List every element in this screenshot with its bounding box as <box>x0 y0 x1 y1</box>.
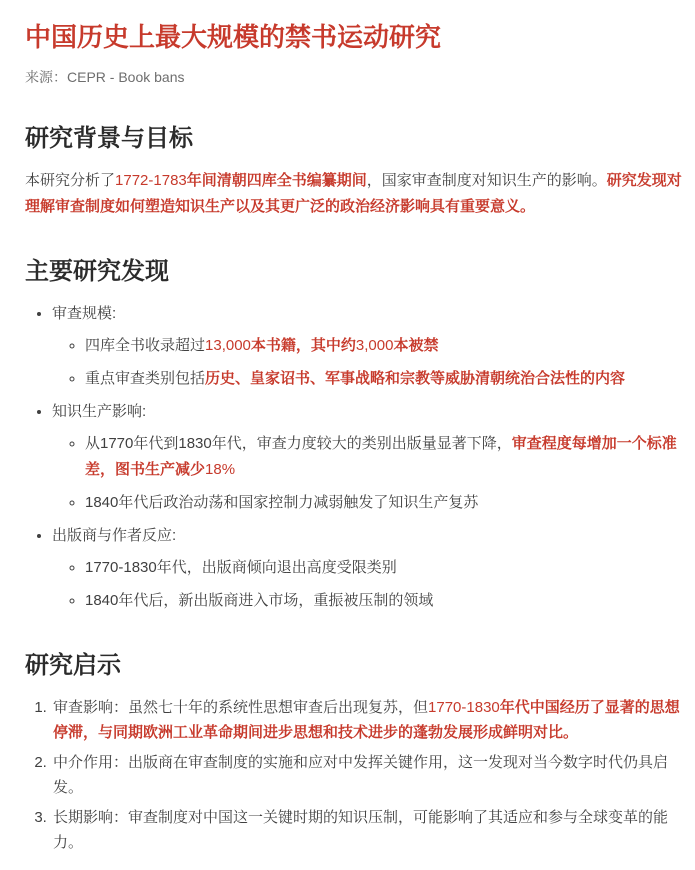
text-segment: 长期影响：审查制度对中国这一关键时期的知识压制，可能影响了其适应和参与全球变革的能力。 <box>53 809 669 851</box>
section-heading-background: 研究背景与目标 <box>25 125 193 152</box>
findings-list <box>25 301 683 614</box>
list-item <box>85 490 683 516</box>
text-segment: 1840年代后，新出版商进入市场，重振被压制的领域 <box>85 592 434 609</box>
list-item <box>85 431 683 483</box>
findings-sublist-publisher-response <box>52 555 683 614</box>
text-segment: 四库全书收录超过 <box>85 337 206 354</box>
list-item-label: 审查规模: <box>52 305 117 322</box>
highlighted-text: 历史、皇家诏书、军事战略和宗教等威胁清朝统治合法性的内容 <box>205 370 626 387</box>
highlighted-text: 本被禁 <box>393 337 439 354</box>
implications-list <box>25 695 683 855</box>
section-heading-implications: 研究启示 <box>25 652 121 679</box>
highlighted-text: 年间清朝四库全书编纂期间 <box>186 172 367 189</box>
list-item-knowledge-production <box>52 399 683 516</box>
text-segment: 中介作用：出版商在审查制度的实施和应对中发挥关键作用，这一发现对当今数字时代仍具启发。 <box>53 754 669 796</box>
highlighted-text: 3,000 <box>355 337 394 354</box>
source-label: 来源： <box>25 69 67 85</box>
background-paragraph <box>25 168 683 220</box>
page-title: 中国历史上最大规模的禁书运动研究 <box>25 22 442 52</box>
text-segment: 1770-1830年代，出版商倾向退出高度受限类别 <box>85 559 397 576</box>
list-item <box>85 555 683 581</box>
text-segment: 重点审查类别包括 <box>85 370 206 387</box>
text-segment: 本研究分析了 <box>25 172 116 189</box>
list-item-publisher-response <box>52 523 683 614</box>
highlighted-text: 本书籍，其中约 <box>250 337 356 354</box>
text-segment: 审查影响：虽然七十年的系统性思想审查后出现复苏，但 <box>53 699 429 716</box>
highlighted-text: 1772-1783 <box>115 172 187 189</box>
highlighted-text: 审查程度每增加一个标准差，图书生产减少 <box>85 435 677 478</box>
highlighted-text: 13,000 <box>205 337 251 354</box>
list-item <box>85 333 683 359</box>
text-segment: 从1770年代到1830年代，审查力度较大的类别出版量显著下降， <box>85 435 512 452</box>
list-item-censorship-scale <box>52 301 683 392</box>
source-line <box>25 67 683 87</box>
list-item <box>51 695 683 745</box>
highlighted-text: 年代中国经历了显著的思想停滞，与同期欧洲工业革命期间进步思想和技术进步的蓬勃发展形成鲜明对比。 <box>53 699 680 741</box>
list-item-label: 知识生产影响: <box>52 403 147 420</box>
list-item <box>51 750 683 800</box>
list-item-label: 出版商与作者反应: <box>52 527 177 544</box>
list-item <box>51 805 683 855</box>
findings-sublist-knowledge-production <box>52 431 683 516</box>
list-item <box>85 366 683 392</box>
highlighted-text: 研究发现对理解审查制度如何塑造知识生产以及其更广泛的政治经济影响具有重要意义。 <box>25 172 682 215</box>
highlighted-text: 18% <box>205 461 236 478</box>
section-heading-findings: 主要研究发现 <box>25 258 169 285</box>
findings-sublist-censorship-scale <box>52 333 683 392</box>
text-segment: 1840年代后政治动荡和国家控制力减弱触发了知识生产复苏 <box>85 494 479 511</box>
source-value: CEPR - Book bans <box>67 69 185 85</box>
list-item <box>85 588 683 614</box>
highlighted-text: 1770-1830 <box>428 699 500 716</box>
text-segment: ，国家审查制度对知识生产的影响。 <box>366 172 607 189</box>
